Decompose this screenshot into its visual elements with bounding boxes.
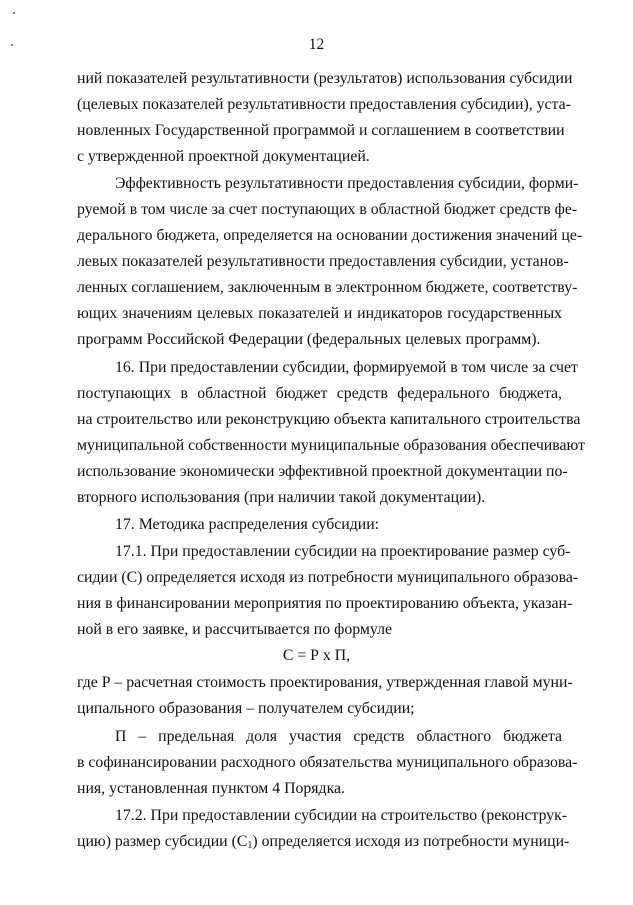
- paragraph-first-line: Эффективность результативности предоставления субсидии, форми-: [115, 175, 579, 192]
- text-line: ний показателей результативности (результатов) использования субсидии: [77, 70, 573, 87]
- text-line: дерального бюджета, определяется на основании достижения значений це-: [77, 227, 583, 244]
- paragraph-first-line: 17.1. При предоставлении субсидии на проектирование размер суб-: [115, 543, 571, 560]
- text-line: программ Российской Федерации (федеральных целевых программ).: [77, 331, 541, 348]
- text-line: (целевых показателей результативности предоставления субсидии), уста-: [77, 96, 571, 113]
- text-line: ципального образования – получателем субсидии;: [77, 700, 415, 717]
- subscript-index: 1: [247, 840, 253, 851]
- text-line: левых показателей результативности предоставления субсидии, установ-: [77, 253, 569, 270]
- text-line: в софинансировании расходного обязательства муниципального образова-: [77, 754, 578, 771]
- text-line: с утвержденной проектной документацией.: [77, 148, 370, 165]
- text-line: руемой в том числе за счет поступающих в областной бюджет средств фе-: [77, 201, 578, 218]
- text-line: поступающих в областной бюджет средств федерального бюджета,: [77, 385, 562, 402]
- text-line: ния в финансировании мероприятия по проектированию объекта, указан-: [77, 595, 573, 612]
- section-heading: 17. Методика распределения субсидии:: [115, 516, 380, 533]
- text-line: ющих значениям целевых показателей и индикаторов государственных: [77, 305, 562, 322]
- text-fragment: цию) размер субсидии (С: [77, 833, 248, 850]
- paragraph-first-line: 16. При предоставлении субсидии, формируемой в том числе за счет: [115, 359, 578, 376]
- text-line: [77, 832, 570, 852]
- formula: С = Р х П,: [282, 647, 351, 664]
- text-line: муниципальной собственности муниципальные образования обеспечивают: [77, 437, 585, 454]
- text-line: ной в его заявке, и рассчитывается по формуле: [77, 621, 392, 638]
- text-line: вторного использования (при наличии такой документации).: [77, 489, 486, 506]
- page-number: 12: [308, 36, 325, 53]
- text-fragment: ) определяется исходя из потребности муници-: [252, 833, 570, 850]
- text-line: сидии (С) определяется исходя из потребности муниципального образова-: [77, 569, 579, 586]
- text-line: новленных Государственной программой и соглашением в соответствии: [77, 122, 565, 139]
- text-line: ния, установленная пунктом 4 Порядка.: [77, 780, 345, 797]
- paragraph-first-line: П – предельная доля участия средств областного бюджета: [115, 728, 562, 745]
- paragraph-first-line: 17.2. При предоставлении субсидии на строительство (реконструк-: [115, 807, 568, 824]
- text-line: на строительство или реконструкцию объекта капитального строительства: [77, 411, 581, 428]
- scan-speck: [13, 12, 15, 14]
- text-line: использование экономически эффективной проектной документации по-: [77, 463, 568, 480]
- text-line: ленных соглашением, заключенным в электронном бюджете, соответству-: [77, 279, 578, 296]
- text-line: где Р – расчетная стоимость проектирования, утвержденная главой муни-: [77, 674, 573, 691]
